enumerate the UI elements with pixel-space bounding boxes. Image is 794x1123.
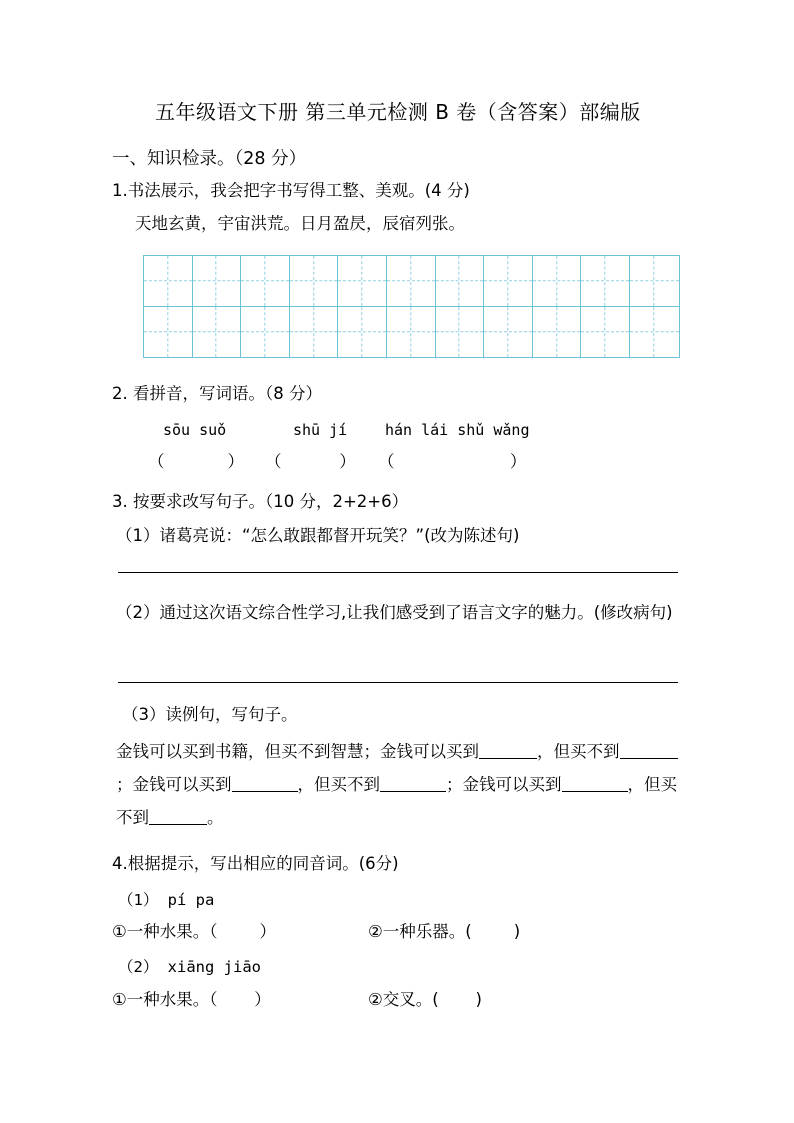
question-3-item-3: （3）读例句，写句子。 [122,705,298,724]
example-sentence-part-2: ，但买不 [537,742,603,761]
sentence-blank-5[interactable] [562,791,628,792]
example-sentence-part-6: ；金钱可 [446,775,512,794]
writing-grid-cell[interactable] [484,256,533,306]
writing-grid-cell[interactable] [484,307,533,357]
homophone-group-2-option-2[interactable]: ②交叉。( ) [368,990,482,1009]
writing-grid-cell[interactable] [241,307,290,357]
writing-grid-cell[interactable] [436,307,485,357]
sentence-blank-6[interactable] [149,824,207,825]
page-title: 五年级语文下册 第三单元检测 B 卷（含答案）部编版 [155,100,641,124]
sentence-blank-2[interactable] [620,758,678,759]
sentence-blank-3[interactable] [232,791,298,792]
homophone-group-2-option-1[interactable]: ①一种水果。（ ） [112,990,271,1009]
example-sentence-part-1: 金钱可以买到书籍，但买不到智慧；金钱可以买到 [116,742,479,761]
sentence-blank-4[interactable] [380,791,446,792]
writing-grid-cell[interactable] [290,307,339,357]
example-sentence-part-7: 以买到 [512,775,562,794]
homophone-group-1-label: （1） pí pa [118,891,215,909]
example-sentence-part-4: ；金钱可以买到 [116,775,232,794]
answer-bracket-3[interactable]: （ ） [378,452,527,471]
writing-grid-cell[interactable] [241,256,290,306]
question-3-item-2: （2）通过这次语文综合性学习,让我们感受到了语言文字的魅力。(修改病句) [116,603,673,622]
question-2-prompt: 2. 看拼音，写词语。（8 分） [112,384,322,403]
homophone-group-2-label: （2） xiāng jiāo [118,958,261,976]
example-sentence-part-3: 到 [603,742,620,761]
writing-grid-cell[interactable] [630,307,679,357]
answer-bracket-1[interactable]: （ ） [148,452,244,471]
example-sentence-part-5: ，但买不到 [297,775,380,794]
question-3-item-1: （1）诸葛亮说：“怎么敢跟都督开玩笑？”(改为陈述句) [116,526,520,545]
writing-grid-cell[interactable] [387,256,436,306]
writing-grid-row [144,306,679,357]
writing-grid-cell[interactable] [630,256,679,306]
writing-grid-cell[interactable] [193,307,242,357]
writing-grid-cell[interactable] [290,256,339,306]
sentence-blank-1[interactable] [479,758,537,759]
writing-grid-row [144,256,679,306]
writing-grid-cell[interactable] [193,256,242,306]
answer-rule-1[interactable] [118,572,678,573]
writing-grid-cell[interactable] [533,256,582,306]
example-sentence-part-8: ，但买不到 [116,775,677,827]
writing-grid-cell[interactable] [581,307,630,357]
example-sentence-part-9: 。 [207,808,224,827]
writing-grid-cell[interactable] [144,256,193,306]
writing-grid-cell[interactable] [581,256,630,306]
section-heading-one: 一、知识检录。（28 分） [112,149,307,169]
homophone-group-1-option-2[interactable]: ②一种乐器。( ) [368,922,521,941]
pinyin-group-1: sōu suǒ [163,421,227,439]
pinyin-group-2: shū jí [293,421,348,439]
writing-grid-cell[interactable] [387,307,436,357]
answer-rule-2[interactable] [118,682,678,683]
example-sentence-block [116,735,684,834]
writing-grid-cell[interactable] [338,307,387,357]
question-4-prompt: 4.根据提示，写出相应的同音词。(6分) [112,854,399,873]
question-1-prompt: 1.书法展示，我会把字书写得工整、美观。(4 分) [112,181,470,200]
homophone-group-1-option-1[interactable]: ①一种水果。（ ） [112,922,277,941]
writing-grid[interactable] [143,255,680,358]
pinyin-group-3: hán lái shǔ wǎng [385,421,530,439]
writing-grid-cell[interactable] [533,307,582,357]
writing-grid-cell[interactable] [436,256,485,306]
writing-grid-cell[interactable] [144,307,193,357]
question-1-sample-text: 天地玄黄，宇宙洪荒。日月盈昃，辰宿列张。 [135,214,465,233]
answer-bracket-2[interactable]: （ ） [265,452,356,471]
question-3-prompt: 3. 按要求改写句子。（10 分，2+2+6） [112,492,409,511]
writing-grid-cell[interactable] [338,256,387,306]
